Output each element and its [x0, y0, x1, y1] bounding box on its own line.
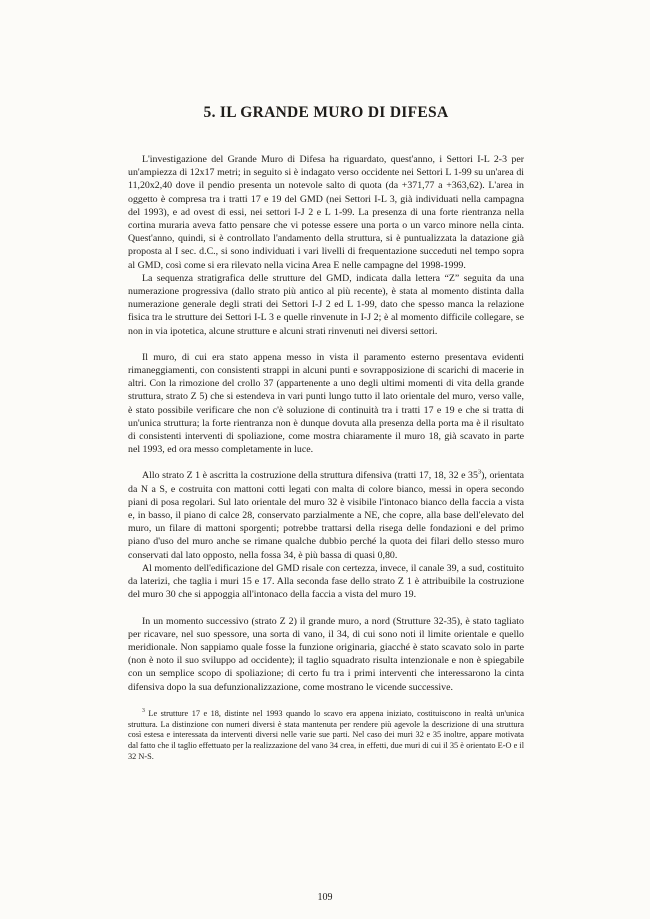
paragraph: L'investigazione del Grande Muro di Difesa ha riguardato, quest'anno, i Settori I-L 2-3 per un'ampiezza di 12x17 metri; in seguito si è indagato verso occidente nei Settori L 1-99 su un'area di 11,20x2,40 dove il pendio presenta un notevole salto di quota (da +371,77 a +363,62). L'area in oggetto è compresa tra i tratti 17 e 19 del GMD (nei Settori I-L 3, già individuati nella campagna del 1993), e ad ovest di essi, nei settori I-J 2 e L 1-99. La presenza di una forte rientranza nella cortina muraria aveva fatto pensare che vi potesse essere una porta o un varco minore nella cinta. Quest'anno, quindi, si è controllato l'andamento della struttura, si è puntualizzata la datazione già proposta al I sec. d.C., si sono individuati i vari livelli di frequentazione succeduti nel tempo sopra al GMD, così come si era rilevato nella vicina Area E nelle campagne del 1998-1999.	[128, 154, 524, 271]
footnote-marker: 3	[142, 707, 145, 714]
paragraph: Il muro, di cui era stato appena messo in vista il paramento esterno presentava evidenti rimaneggiamenti, con consistenti strappi in alcuni punti e sovrapposizione di scarichi di macerie in altri. Con la rimozione del crollo 37 (appartenente a uno degli ultimi momenti di vita della grande struttura, strato Z 5) che si estendeva in vari punti lungo tutto il lato orientale del muro, verso valle, è stato possibile verificare che non c'è soluzione di continuità tra i tratti 17 e 19 e che si tratta di un'unica struttura; la forte rientranza non è dunque dovuta alla presenza della porta ma è il risultato di consistenti interventi di spoliazione, come mostra chiaramente il muro 18, già scavato in parte nel 1993, ed ora messo completamente in luce.	[128, 351, 524, 456]
paragraph-text: ), orientata da N a S, e costruita con mattoni cotti legati con malta di colore bianco, messi in opera secondo piani di posa regolari. Sul lato orientale del muro 32 è visibile l'intonaco bianco della faccia a vista e, in basso, il piano di calce 28, conservato parzialmente a NE, che copre, alla base dell'elevato del muro, un filare di mattoni sporgenti; potrebbe trattarsi della risega delle fondazioni e del primo piano d'uso del muro anche se rimane qualche dubbio perché la quota dei filari dello stesso muro conservati dal lato opposto, nella fossa 34, è più bassa di quasi 0,80.	[128, 470, 524, 561]
paragraph	[128, 469, 524, 561]
page-content	[128, 104, 524, 763]
page-title: 5. IL GRANDE MURO DI DIFESA	[203, 104, 449, 121]
paragraph: La sequenza stratigrafica delle strutture del GMD, indicata dalla lettera “Z” seguita da una numerazione progressiva (dallo strato più antico al più recente), è stata al momento distinta dalla numerazione generale degli strati dei Settori I-J 2 ed L 1-99, dato che spesso manca la relazione fisica tra le strutture dei Settori I-L 3 e quelle rinvenute in I-J 2; è al momento difficile collegare, se non in via ipotetica, alcune strutture e alcuni strati rinvenuti nei diversi settori.	[128, 272, 524, 337]
page-number: 109	[317, 892, 333, 903]
paragraph: In un momento successivo (strato Z 2) il grande muro, a nord (Strutture 32-35), è stato tagliato per ricavare, nel suo spessore, una sorta di vano, il 34, di cui sono noti il limite orientale e quello meridionale. Non sappiamo quale fosse la funzione originaria, giacché è stato scavato solo in parte (non è noto il suo sviluppo ad occidente); il taglio squadrato risulta intenzionale e non è spiegabile con un semplice scopo di spoliazione; di certo fu tra i primi interventi che interessarono la cinta difensiva dopo la sua defunzionalizzazione, come mostrano le vicende successive.	[128, 615, 524, 693]
paragraph-text: Allo strato Z 1 è ascritta la costruzione della struttura difensiva (tratti 17, 18, 32 e 35	[142, 470, 478, 482]
body-text	[128, 153, 524, 694]
footnote-text: Le strutture 17 e 18, distinte nel 1993 quando lo scavo era appena iniziato, costituiscono in realtà un'unica struttura. La distinzione con numeri diversi è stata mantenuta per rendere più agevole la descrizione di una struttura così estesa e interessata da interventi diversi nelle varie sue parti. Nel caso dei muri 32 e 35 inoltre, appare motivata dal fatto che il taglio effettuato per la realizzazione del vano 34 crea, in effetti, due muri di cui il 35 è orientato E-O e il 32 N-S.	[128, 708, 524, 761]
footnote-ref: 3	[477, 469, 482, 477]
footnote	[128, 709, 524, 763]
paragraph: Al momento dell'edificazione del GMD risale con certezza, invece, il canale 39, a sud, costituito da laterizi, che taglia i muri 15 e 17. Alla seconda fase dello strato Z 1 è attribuibile la costruzione del muro 30 che si appoggia all'intonaco della faccia a vista del muro 19.	[128, 562, 524, 601]
